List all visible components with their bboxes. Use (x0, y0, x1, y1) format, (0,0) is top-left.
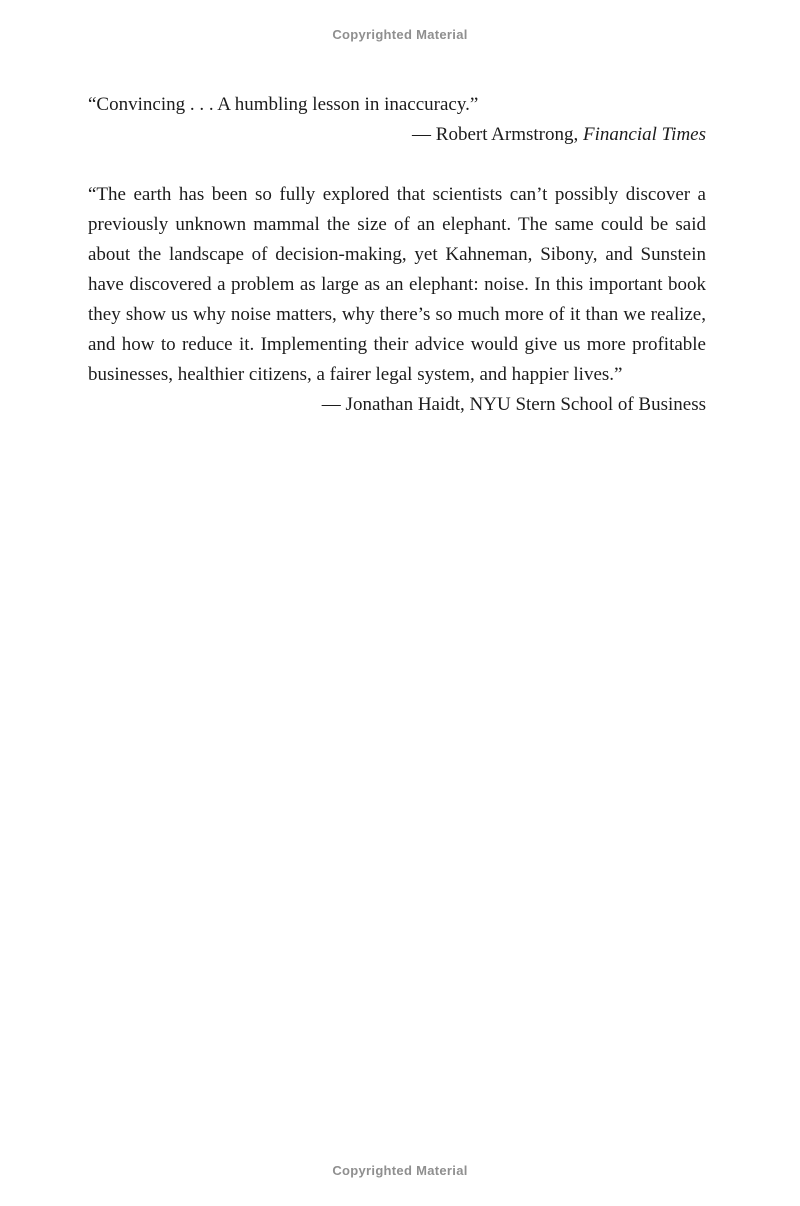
attribution-2-name: — Jonathan Haidt, NYU Stern School of Business (321, 394, 706, 415)
praise-quote-1: “Convincing . . . A humbling lesson in inaccuracy.” (88, 94, 479, 115)
praise-attribution-2 (88, 390, 706, 420)
praise-quote-2: “The earth has been so fully explored that scientists can’t possibly discover a previously unknown mammal the size of an elephant. The same could be said about the landscape of decision-making, yet Kahneman, Sibony, and Sunstein have discovered a problem as large as an elephant: noise. In this important book they show us why noise matters, why there’s so much more of it than we realize, and how to reduce it. Implementing their advice would give us more profitable businesses, healthier citizens, a fairer legal system, and happier lives.” (88, 184, 706, 385)
attribution-1-source: Financial Times (583, 124, 706, 145)
attribution-1-name: — Robert Armstrong, (412, 124, 584, 145)
copyright-notice-top: Copyrighted Material (332, 27, 468, 42)
praise-content (88, 90, 706, 420)
praise-attribution-1 (88, 120, 706, 150)
paragraph-spacer (88, 150, 706, 180)
copyright-notice-bottom: Copyrighted Material (332, 1163, 468, 1178)
